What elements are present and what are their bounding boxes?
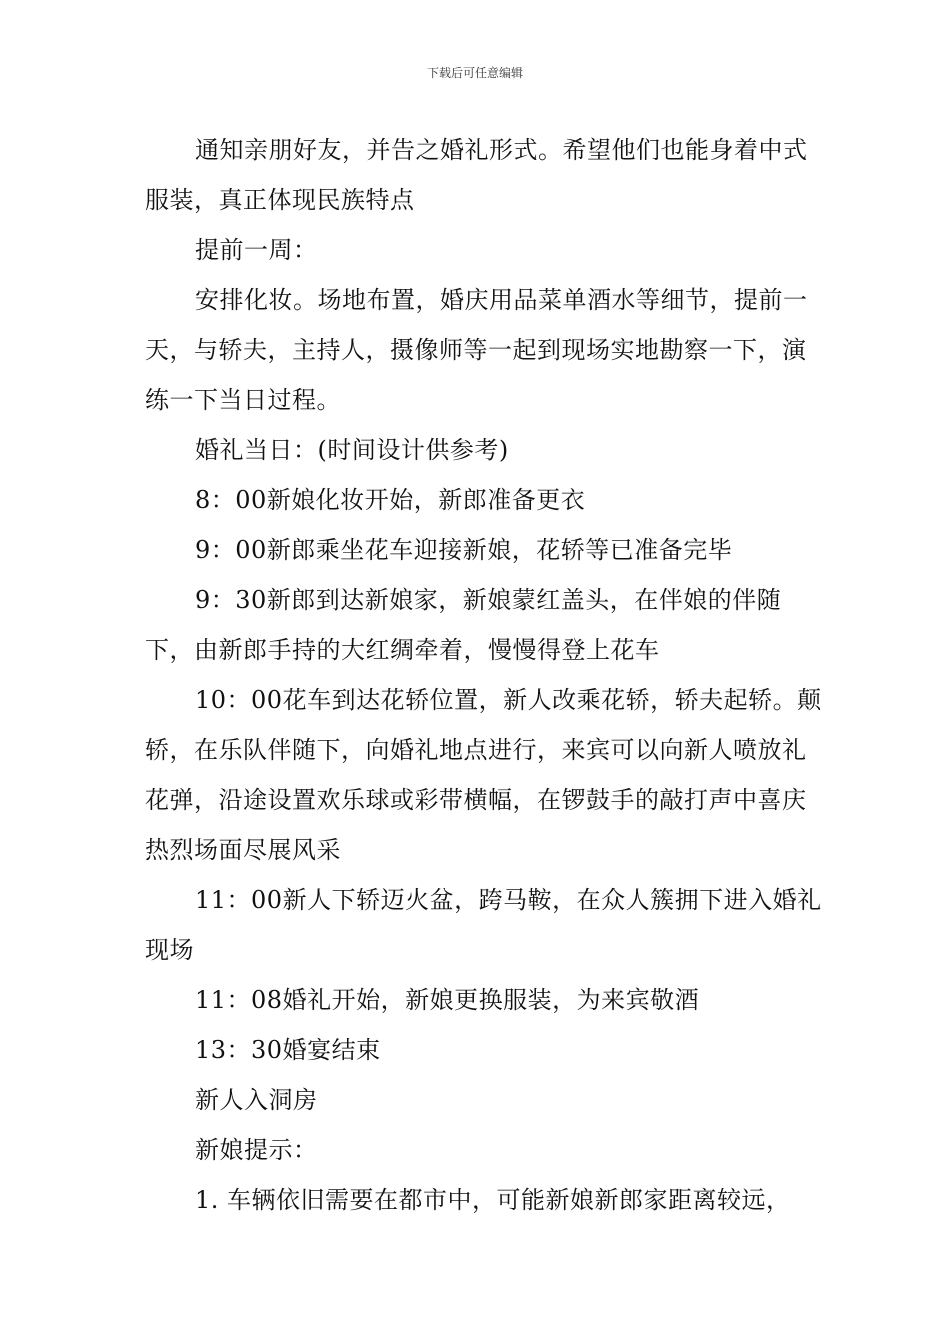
document-body [145,125,825,1225]
paragraph-0900: 9：00新郎乘坐花车迎接新娘，花轿等已准备完毕 [195,536,733,564]
paragraph-0930: 9：30新郎到达新娘家，新娘蒙红盖头，在伴娘的伴随下，由新郎手持的大红绸牵着，慢慢得登上花车 [145,586,782,664]
page-header-note: 下载后可任意编辑 [426,66,523,80]
paragraph-1100: 11：00新人下轿迈火盆，跨马鞍，在众人簇拥下进入婚礼现场 [145,886,822,964]
paragraph-tip-1: 1. 车辆依旧需要在都市中，可能新娘新郎家距离较远， [195,1186,791,1214]
paragraph-1330: 13：30婚宴结束 [195,1036,381,1064]
paragraph-1108: 11：08婚礼开始，新娘更换服装，为来宾敬酒 [195,986,700,1014]
paragraph-0800: 8：00新娘化妆开始，新郎准备更衣 [195,486,586,514]
paragraph-wedding-day: 婚礼当日：(时间设计供参考) [195,436,509,464]
paragraph-one-week-before: 提前一周： [195,236,318,264]
paragraph-bridal-chamber: 新人入洞房 [195,1086,318,1114]
paragraph-1000: 10：00花车到达花轿位置，新人改乘花轿，轿夫起轿。颠轿，在乐队伴随下，向婚礼地点进行，来宾可以向新人喷放礼花弹，沿途设置欢乐球或彩带横幅，在锣鼓手的敲打声中喜庆热烈场面尽展风采 [145,686,822,864]
paragraph-notify-guests: 通知亲朋好友，并告之婚礼形式。希望他们也能身着中式服装，真正体现民族特点 [145,136,808,214]
paragraph-bride-tips: 新娘提示： [195,1136,318,1164]
paragraph-arrangements: 安排化妆。场地布置，婚庆用品菜单酒水等细节，提前一天，与轿夫，主持人，摄像师等一起到现场实地勘察一下，演练一下当日过程。 [145,286,808,414]
